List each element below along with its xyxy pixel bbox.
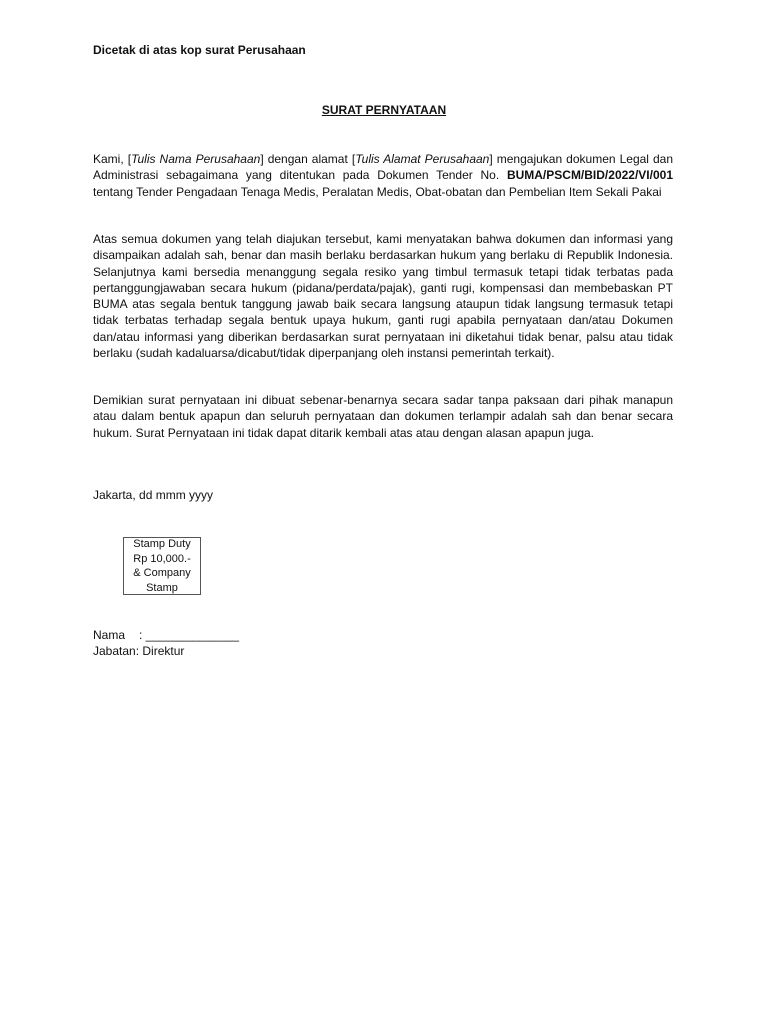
paragraph-declaration: Atas semua dokumen yang telah diajukan tersebut, kami menyatakan bahwa dokumen dan informasi yang disampaikan adalah sah, benar dan masih berlaku berdasarkan hukum yang berlaku di Republik Indonesia. Selanjutnya kami bersedia menanggung segala resiko yang timbul termasuk tetapi tidak terbatas pada pertanggungjawaban secara hukum (pidana/perdata/pajak), ganti rugi, kompensasi dan membebaskan PT BUMA atas segala bentuk tanggung jawab baik secara langsung ataupun tidak langsung termasuk tetapi tidak terbatas terhadap segala bentuk upaya hukum, ganti rugi apabila pernyataan dan/atau Dokumen dan/atau informasi yang diberikan berdasarkan surat pernyataan ini diketahui tidak benar, palsu atau tidak berlaku (sudah kadaluarsa/dicabut/tidak diperpanjang oleh instansi pemerintah terkait). [93,232,673,361]
position-label: Jabatan [93,644,136,658]
company-address-placeholder: Tulis Alamat Perusahaan [355,152,490,166]
p1-text-3: ] mengajukan dokumen Legal dan Administrasi sebagaimana yang ditentukan pada Dokumen Tender No. [93,152,674,183]
signatory-position-line [93,644,184,658]
tender-number: BUMA/PSCM/BID/2022/VI/001 [506,168,673,183]
document-title: SURAT PERNYATAAN [321,103,447,117]
company-name-placeholder: Tulis Nama Perusahaan [131,152,261,166]
paragraph-closing: Demikian surat pernyataan ini dibuat sebenar-benarnya secara sadar tanpa paksaan dari pihak manapun atau dalam bentuk apapun dan seluruh pernyataan dan dokumen terlampir adalah sah dan benar secara hukum. Surat Pernyataan ini tidak dapat ditarik kembali atas atau dengan alasan apapun juga. [93,393,673,440]
header-note: Dicetak di atas kop surat Perusahaan [93,43,306,57]
stamp-line-2: Rp 10,000.- [133,552,191,565]
stamp-box-text [133,537,190,595]
name-label: Nama [93,628,126,642]
stamp-line-1: Stamp Duty [133,538,191,550]
stamp-line-4: Stamp [146,581,178,594]
p1-text-1: Kami, [ [93,152,132,166]
name-value: : ______________ [139,628,240,642]
stamp-line-3: & Company [133,567,191,579]
paragraph-company-statement [93,151,673,200]
p1-text-4: tentang Tender Pengadaan Tenaga Medis, Peralatan Medis, Obat-obatan dan Pembelian Item Sekali Pakai [93,184,662,199]
signatory-name-line [93,628,239,642]
stamp-duty-box [123,537,201,595]
place-date: Jakarta, dd mmm yyyy [93,488,214,502]
position-value: : Direktur [135,644,185,658]
p1-text-2: ] dengan alamat [ [260,152,356,166]
